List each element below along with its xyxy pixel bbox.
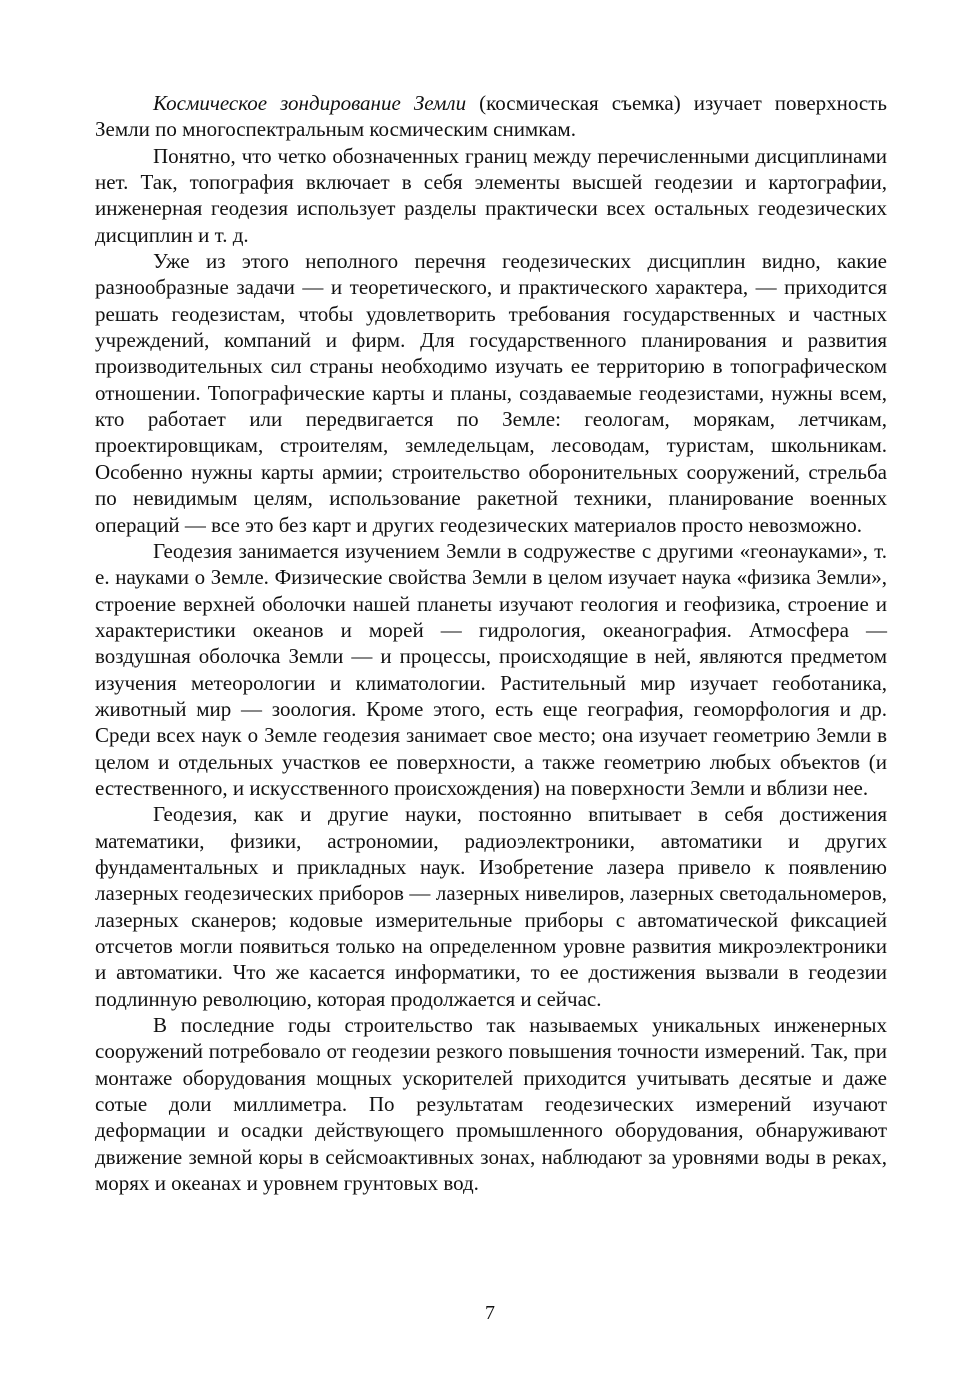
paragraph-5: Геодезия, как и другие науки, постоянно впитывает в себя достижения математики, физики, астрономии, радиоэлектроники, автоматики и других фундаментальных и прикладных наук. Изобретение лазера привело к появлению лазерных геодезических приборов — лазерных нивелиров, лазерных светодальномеров, лазерных сканеров; кодовые измерительные приборы с автоматической фиксацией отсчетов могли появиться только на определенном уровне развития микроэлектроники и автоматики. Что же касается информатики, то ее достижения вызвали в геодезии подлинную революцию, которая продолжается и сейчас. [95, 802, 887, 1011]
paragraph-6: В последние годы строительство так называемых уникальных инженерных сооружений потребовало от геодезии резкого повышения точности измерений. Так, при монтаже оборудования мощных ускорителей приходится учитывать десятые и даже сотые доли миллиметра. По результатам геодезических измерений изучают деформации и осадки действующего промышленного оборудования, обнаруживают движение земной коры в сейсмоактивных зонах, наблюдают за уровнями воды в реках, морях и океанах и уровнем грунтовых вод. [95, 1013, 887, 1196]
paragraph-2: Понятно, что четко обозначенных границ между перечисленными дисциплинами нет. Так, топография включает в себя элементы высшей геодезии и картографии, инженерная геодезия использует разделы практически всех остальных геодезических дисциплин и т. д. [95, 143, 887, 247]
paragraph-1 [95, 90, 887, 143]
page-body [95, 90, 887, 1196]
italic-term: Космическое зондирование Земли [153, 91, 467, 115]
paragraph-4: Геодезия занимается изучением Земли в содружестве с другими «геонауками», т. е. науками о Земле. Физические свойства Земли в целом изучает наука «физика Земли», строение верхней оболочки нашей планеты изучают геология и геофизика, строение и характеристики океанов и морей — гидрология, океанография. Атмосфера — воздушная оболочка Земли — и процессы, происходящие в ней, являются предметом изучения метеорологии и климатологии. Растительный мир изучает геоботаника, животный мир — зоология. Кроме этого, есть еще география, геоморфология и др. Среди всех наук о Земле геодезия занимает свое место; она изучает геометрию Земли в целом и отдельных участков ее поверхности, а также геометрию любых объектов (и естественного, и искусственного происхождения) на поверхности Земли и вблизи нее. [95, 538, 887, 800]
page-number: 7 [485, 1302, 495, 1324]
paragraph-text: (космическая съемка) изучает поверхность Земли по многоспектральным космическим снимкам. [95, 91, 887, 142]
paragraph-3: Уже из этого неполного перечня геодезических дисциплин видно, какие разнообразные задачи — и теоретического, и практического характера, — приходится решать геодезистам, чтобы удовлетворить требования государственных и частных учреждений, компаний и фирм. Для государственного планирования и развития производительных сил страны необходимо изучать ее территорию в топографическом отношении. Топографические карты и планы, создаваемые геодезистами, нужны всем, кто работает или передвигается по Земле: геологам, морякам, летчикам, проектировщикам, строителям, земледельцам, лесоводам, туристам, школьникам. Особенно нужны карты армии; строительство оборонительных сооружений, стрельба по невидимым целям, использование ракетной техники, планирование военных операций — все это без карт и других геодезических материалов просто невозможно. [95, 249, 887, 537]
